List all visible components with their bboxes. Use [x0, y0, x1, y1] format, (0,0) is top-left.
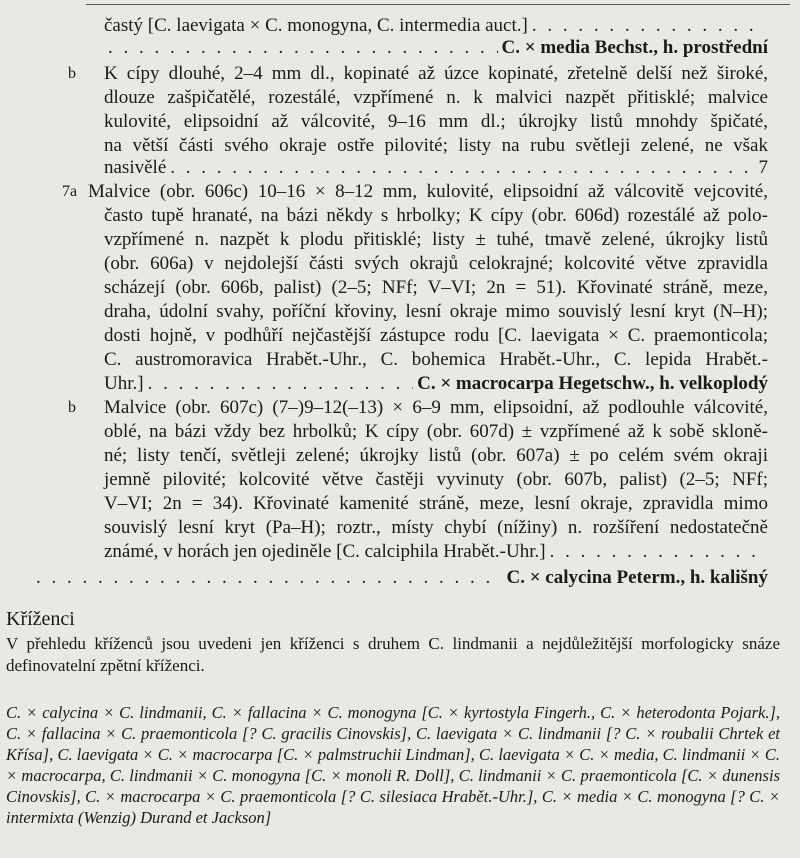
text-line [0, 180, 800, 204]
taxon-name: C. × macrocarpa Hegetschw., h. velkoplodý [417, 373, 768, 394]
dot-leader [532, 14, 764, 38]
top-rule [86, 4, 790, 5]
text-line [0, 468, 800, 492]
text-line [0, 156, 800, 180]
text-line [0, 252, 800, 276]
text-line [0, 86, 800, 110]
text-line [0, 540, 800, 564]
text-line [0, 62, 800, 86]
line-text: souvislý lesní kryt (Pa–H); roztr., místy chybí (nížiny) n. rozšíření nedostatečně [104, 517, 768, 538]
line-text: na větší části svého okraje ostře pilovité; listy na rubu světleji zelené, ne však [104, 135, 768, 156]
line-text: vzpřímené n. nazpět k plodu přitisklé; listy ± tuhé, tmavě zelené, úkrojky listů [104, 229, 768, 250]
text-line [0, 228, 800, 252]
line-text: V–VI; 2n = 34). Křovinaté kamenité stráně, meze, lesní okraje, zpravidla mimo [104, 493, 768, 514]
line-text: známé, v horách jen ojediněle [C. calciphila Hrabět.-Uhr.] [104, 541, 546, 562]
key-marker: b [68, 399, 76, 416]
dot-leader [148, 372, 414, 396]
key-marker: b [68, 65, 76, 82]
line-text: C. austromoravica Hrabět.-Uhr., C. bohemica Hrabět.-Uhr., C. lepida Hrabět.- [104, 349, 768, 370]
key-reference: 7 [758, 157, 768, 178]
taxon-name: C. × calycina Peterm., h. kališný [506, 567, 768, 588]
text-line [0, 444, 800, 468]
line-text: častý [C. laevigata × C. monogyna, C. intermedia auct.] [104, 15, 528, 36]
text-line [0, 516, 800, 540]
line-text: dlouze zašpičatělé, rozestálé, vzpřímené n. k malvici nazpět přitisklé; malvice [104, 87, 768, 108]
text-line [0, 276, 800, 300]
line-text: Uhr.] [104, 373, 144, 394]
dot-leader [108, 36, 498, 60]
line-text: nasivělé [104, 157, 167, 178]
text-line [0, 492, 800, 516]
line-text: scházejí (obr. 606b, palist) (2–5; NFf; V–VI; 2n = 51). Křovinaté stráně, meze, [104, 277, 768, 298]
line-text: dosti hojně, v podhůří nejčastější zástupce rodu [C. laevigata × C. praemonticola; [104, 325, 768, 346]
line-text: Malvice (obr. 606c) 10–16 × 8–12 mm, kulovité, elipsoidní až válcovitě vejcovité, [88, 181, 768, 202]
text-line [0, 134, 800, 158]
text-line [0, 372, 800, 396]
line-text: draha, údolní svahy, poříční křoviny, lesní okraje mimo souvislý lesní kryt (N–H); [104, 301, 768, 322]
text-line [0, 300, 800, 324]
line-text: kulovité, elipsoidní až válcovité, 9–16 mm dl.; úkrojky listů mnohdy špičaté, [104, 111, 768, 132]
text-line [0, 420, 800, 444]
text-line [0, 204, 800, 228]
dot-leader [550, 540, 764, 564]
dot-leader [170, 156, 754, 180]
text-line [0, 110, 800, 134]
line-text: Malvice (obr. 607c) (7–)9–12(–13) × 6–9 mm, elipsoidní, až podlouhle válcovité, [104, 397, 768, 418]
line-text: (obr. 606a) v nejdolejší části svých okrajů celokrajné; kolcovité větve zpravidla [104, 253, 768, 274]
key-marker: 7a [62, 183, 78, 200]
text-line [0, 396, 800, 420]
text-line [0, 324, 800, 348]
hybrids-list: C. × calycina × C. lindmanii, C. × fallacina × C. monogyna [C. × kyrtostyla Fingerh., C. × heterodonta Pojark.], C. × fallacina × C. praemonticola [? C. gracilis Cinovskis], C. laevigata × C. lindmanii [? C. × roubalii Chrtek et Křísa], C. laevigata × C. × macrocarpa [C. × palmstruchii Lindman], C. laevigata × C. × media, C. lindmanii × C. × macrocarpa, C. lindmanii × C. monogyna [C. × monoli R. Doll], C. lindmanii × C. praemonticola [C. × dunensis Cinovskis], C. × macrocarpa × C. praemonticola [? C. silesiaca Hrabět.-Uhr.], C. × media × C. monogyna [? C. × intermixta (Wenzig) Durand et Jackson] [6, 703, 780, 827]
dot-leader [36, 566, 502, 590]
text-line [0, 14, 800, 38]
line-text: K cípy dlouhé, 2–4 mm dl., kopinaté až úzce kopinaté, zřetelně delší než široké, [104, 63, 768, 84]
line-text: jemně pilovité; kolcovité větve častěji vyvinuty (obr. 607b, palist) (2–5; NFf; [104, 469, 768, 490]
line-text: né; listy tenčí, světleji zelené; úkrojky listů (obr. 607a) ± po celém svém okraji [104, 445, 768, 466]
text-line [0, 348, 800, 372]
section-heading: Kříženci [6, 608, 75, 630]
line-text: často tupě hranaté, na bázi někdy s hrbolky; K cípy (obr. 606d) rozestálé až polo- [104, 205, 768, 226]
intro-paragraph: V přehledu kříženců jsou uvedeni jen kříženci s druhem C. lindmanii a nejdůležitější morfologicky snáze definovatelní zpětní kříženci. [6, 634, 780, 675]
line-text: oblé, na bázi vždy bez hrbolků; K cípy (obr. 607d) ± vzpřímené až k sobě skloně- [104, 421, 768, 442]
text-line [0, 566, 800, 590]
taxon-name: C. × media Bechst., h. prostřední [501, 37, 768, 58]
text-line [0, 36, 800, 60]
